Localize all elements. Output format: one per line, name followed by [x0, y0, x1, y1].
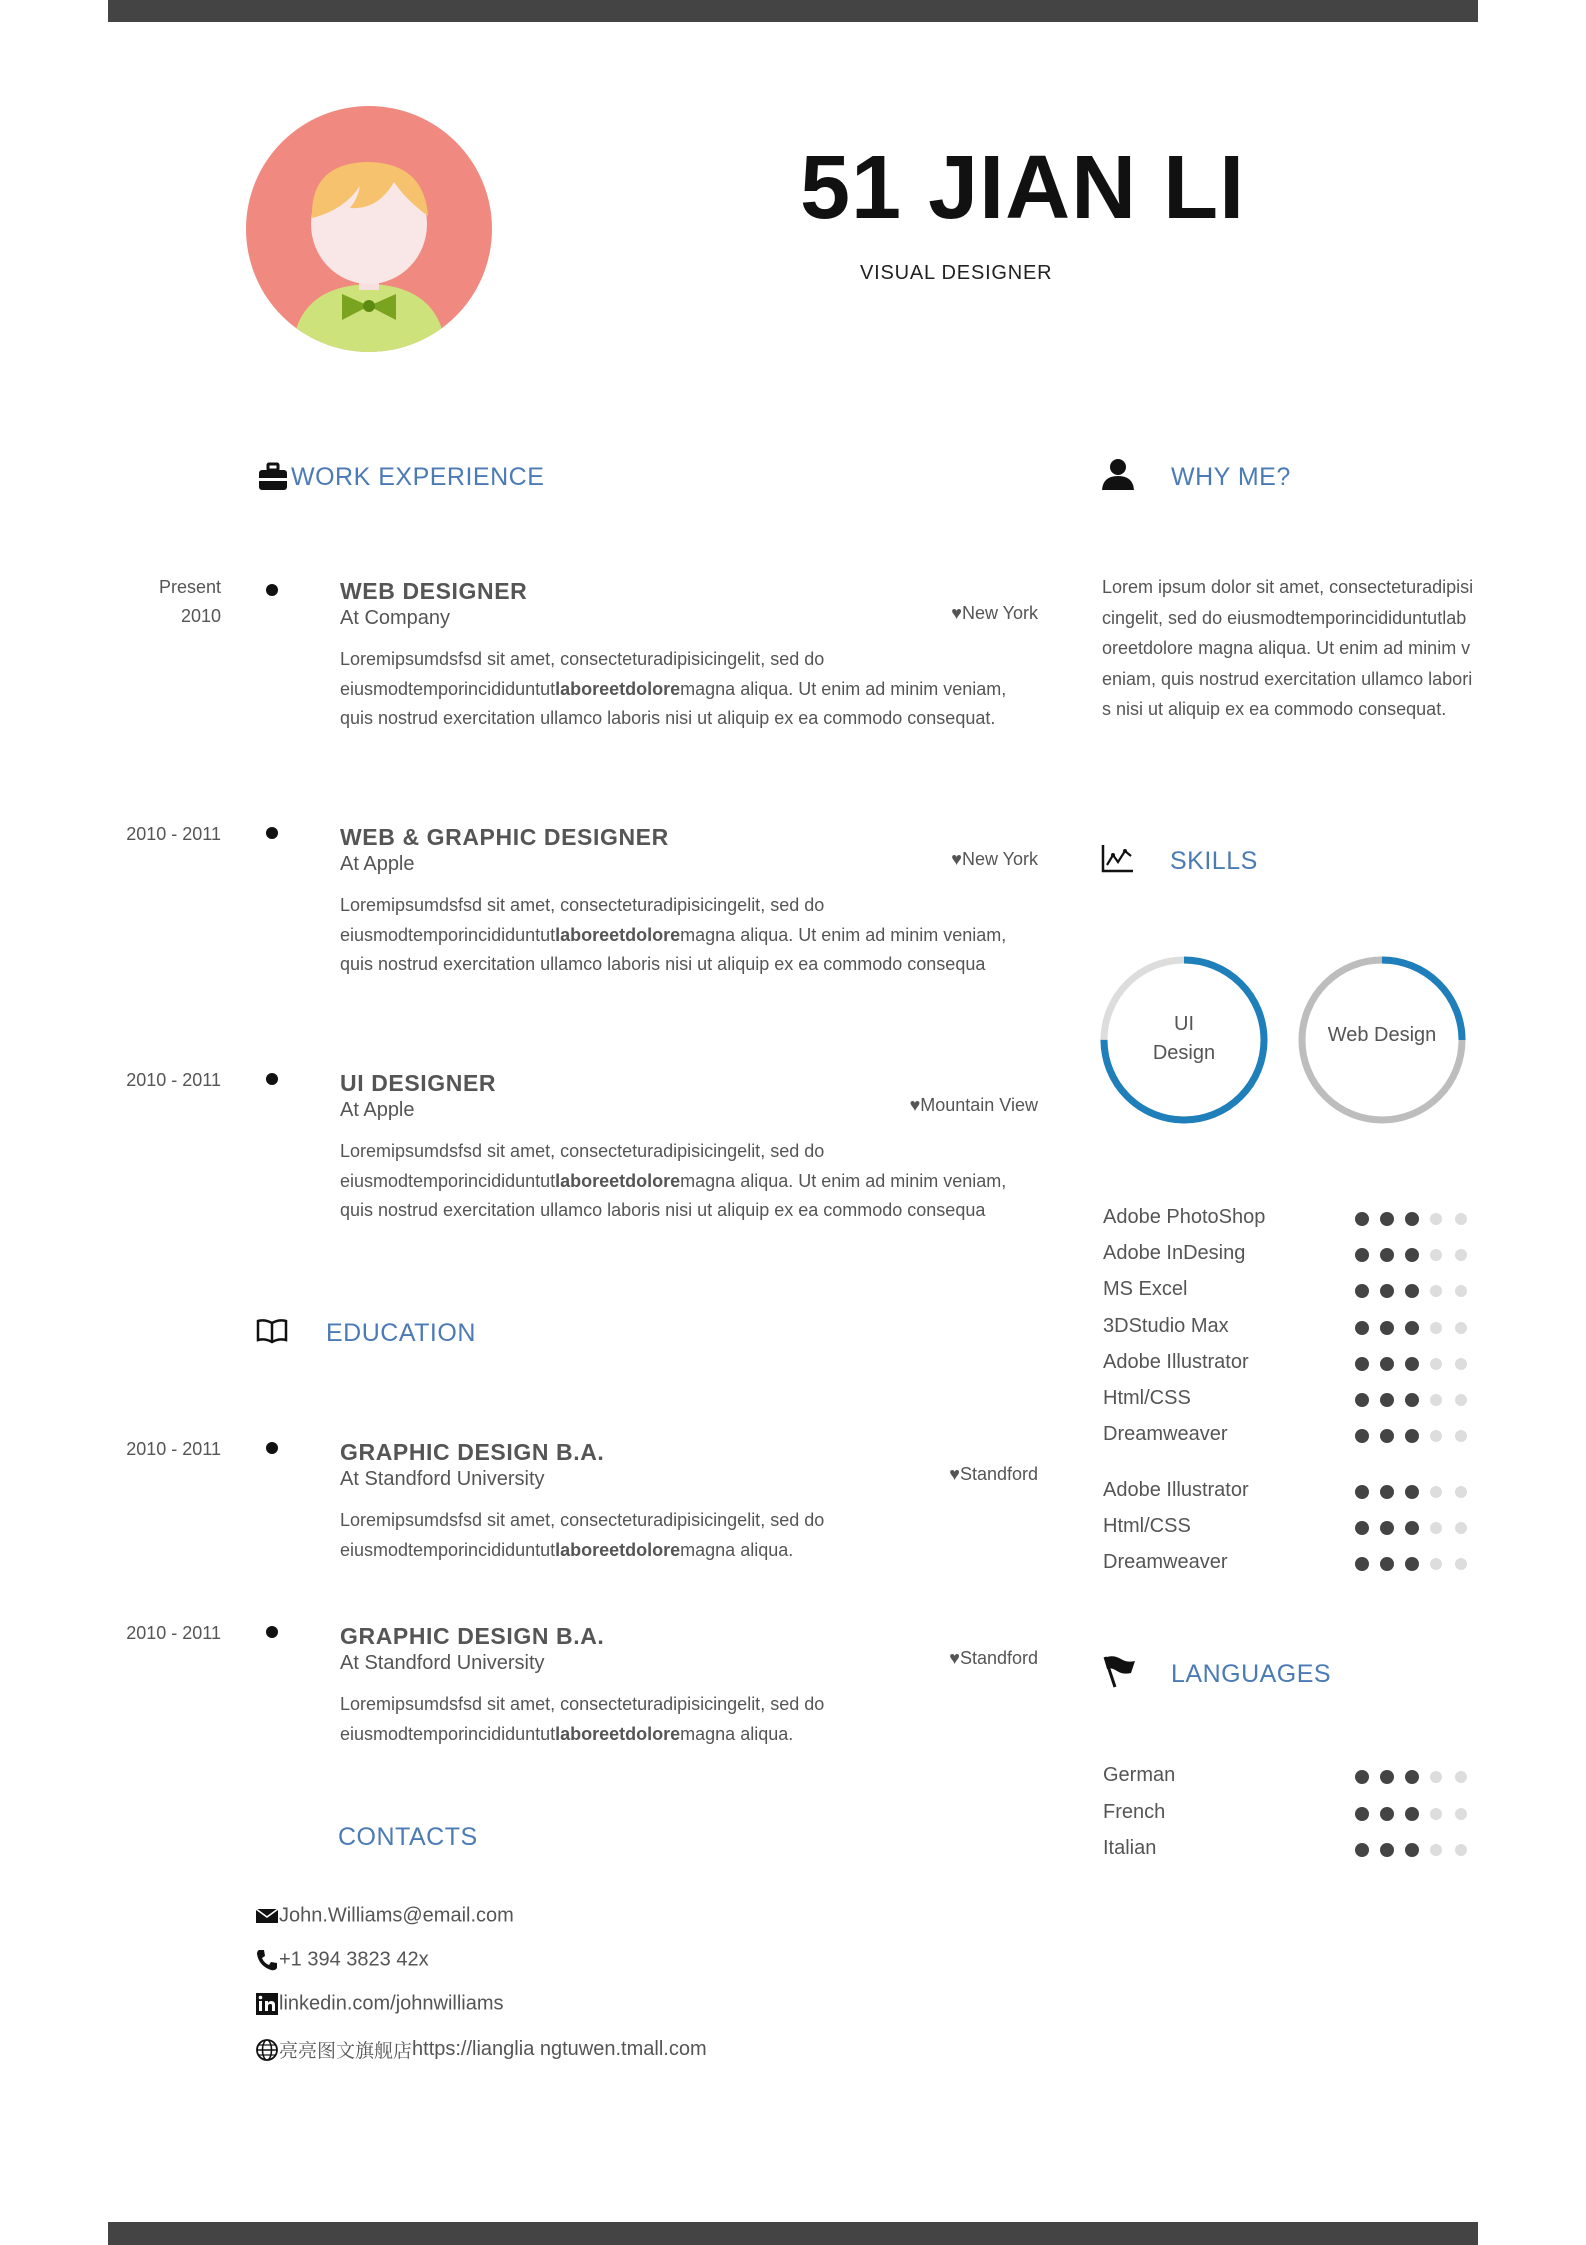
job-company: At Company [340, 607, 451, 629]
edu-title: GRAPHIC DESIGN B.A. [340, 1439, 605, 1465]
rating-dot-empty [1455, 1249, 1467, 1261]
job-company: At Apple [340, 1099, 415, 1121]
map-pin-icon: ♥ [951, 849, 962, 869]
rating-dot-filled [1380, 1843, 1394, 1857]
desc-text: magna aliqua. Ut enim ad minim veniam, quis nostrud exercitation ullamco laboris nisi ut aliquip ex ea commodo consequa [340, 924, 1007, 974]
rating-dot-filled [1355, 1807, 1369, 1821]
rating-row [1103, 1551, 1469, 1581]
job-date: 2010 - 2011 [126, 824, 221, 844]
desc-text: magna aliqua. Ut enim ad minim veniam, quis nostrud exercitation ullamco laboris nisi ut aliquip ex ea commodo consequa [340, 1170, 1007, 1220]
job-date-line1: Present [158, 577, 221, 597]
rating-dot-filled [1380, 1321, 1394, 1335]
flag-icon [1101, 1655, 1137, 1689]
contact-phone[interactable] [255, 1948, 429, 1978]
rating-dot-filled [1405, 1557, 1419, 1571]
rating-dot-empty [1455, 1771, 1467, 1783]
desc-bold: laboreetdolore [555, 1723, 681, 1744]
rating-dot-empty [1455, 1394, 1467, 1406]
rating-dots [1355, 1770, 1469, 1784]
job-title: UI DESIGNER [340, 1070, 497, 1096]
rating-row [1103, 1423, 1469, 1453]
edu-date: 2010 - 2011 [126, 1623, 221, 1643]
skill-circle-label [1098, 1010, 1270, 1068]
rating-dot-empty [1430, 1844, 1442, 1856]
job-location-text: New York [961, 849, 1038, 869]
rating-dot-filled [1355, 1557, 1369, 1571]
edu-location [918, 1648, 1038, 1669]
rating-name: Dreamweaver [1103, 1551, 1228, 1573]
rating-dots [1355, 1429, 1469, 1443]
education-heading: EDUCATION [326, 1319, 476, 1347]
rating-name: Adobe Illustrator [1103, 1351, 1249, 1373]
rating-dot-empty [1430, 1285, 1442, 1297]
rating-dot-filled [1405, 1429, 1419, 1443]
rating-name: Html/CSS [1103, 1387, 1191, 1409]
rating-dots [1355, 1393, 1469, 1407]
rating-dot-filled [1405, 1357, 1419, 1371]
rating-row [1103, 1387, 1469, 1417]
skill-circle-label-line1: UI [1174, 1013, 1194, 1035]
rating-dot-empty [1455, 1285, 1467, 1297]
work-experience-heading: WORK EXPERIENCE [291, 463, 545, 491]
map-pin-icon: ♥ [949, 1648, 960, 1668]
timeline-dot [266, 1626, 278, 1638]
rating-dot-empty [1430, 1249, 1442, 1261]
rating-dot-filled [1355, 1321, 1369, 1335]
book-icon [256, 1318, 288, 1344]
rating-dot-filled [1380, 1429, 1394, 1443]
rating-row [1103, 1764, 1469, 1794]
rating-dot-filled [1380, 1393, 1394, 1407]
rating-dot-filled [1355, 1248, 1369, 1262]
rating-dots [1355, 1357, 1469, 1371]
job-company: At Apple [340, 853, 415, 875]
rating-row [1103, 1278, 1469, 1308]
desc-text: Loremipsumdsfsd sit amet, consecteturadipisicingelit, sed do eiusmodtemporincididuntut [340, 649, 825, 699]
contact-website-url: https://lianglia ngtuwen.tmall.com [412, 2038, 707, 2060]
rating-dot-filled [1405, 1843, 1419, 1857]
timeline-dot [266, 584, 278, 596]
mail-icon [255, 1904, 279, 1928]
desc-bold: laboreetdolore [555, 1170, 681, 1191]
rating-name: Italian [1103, 1837, 1157, 1859]
rating-dot-empty [1430, 1558, 1442, 1570]
rating-dot-filled [1405, 1485, 1419, 1499]
rating-dots [1355, 1521, 1469, 1535]
rating-dot-empty [1455, 1522, 1467, 1534]
job-location-text: Mountain View [920, 1095, 1038, 1115]
desc-text: magna aliqua. [680, 1539, 794, 1560]
edu-school: At Standford University [340, 1468, 545, 1490]
rating-name: Adobe PhotoShop [1103, 1206, 1266, 1228]
languages-heading: LANGUAGES [1171, 1660, 1332, 1688]
job-location [938, 849, 1038, 870]
rating-row [1103, 1515, 1469, 1545]
rating-dot-empty [1430, 1430, 1442, 1442]
job-title: WEB & GRAPHIC DESIGNER [340, 824, 669, 850]
map-pin-icon: ♥ [909, 1095, 921, 1115]
rating-dot-filled [1380, 1212, 1394, 1226]
phone-icon [255, 1948, 279, 1972]
desc-text: Loremipsumdsfsd sit amet, consecteturadipisicingelit, sed do eiusmodtemporincididuntut [340, 1510, 825, 1560]
desc-bold: laboreetdolore [555, 678, 681, 699]
why-me-text: Lorem ipsum dolor sit amet, consecteturadipisicingelit, sed do eiusmodtemporincididuntutlaboreetdolore magna aliqua. Ut enim ad minim veniam, quis nostrud exercitation ullamco laboris nisi ut aliquip ex ea commodo consequat. [1102, 577, 1474, 719]
rating-dot-filled [1405, 1248, 1419, 1262]
job-date: 2010 - 2011 [126, 1070, 221, 1090]
rating-dot-filled [1355, 1393, 1369, 1407]
edu-location-text: Standford [959, 1648, 1038, 1668]
job-location [888, 1095, 1038, 1116]
rating-name: MS Excel [1103, 1278, 1188, 1300]
job-description [340, 645, 1040, 763]
rating-dot-empty [1455, 1844, 1467, 1856]
job-date-line2: 2010 [180, 606, 221, 626]
avatar [246, 106, 492, 352]
contact-website[interactable] [255, 2036, 707, 2066]
job-description [340, 1137, 1040, 1255]
rating-dot-filled [1355, 1770, 1369, 1784]
bottom-bar [108, 2222, 1478, 2245]
chart-icon [1101, 843, 1135, 873]
rating-dot-empty [1430, 1486, 1442, 1498]
rating-dot-filled [1355, 1485, 1369, 1499]
skills-heading: SKILLS [1170, 847, 1258, 875]
rating-dot-filled [1355, 1521, 1369, 1535]
job-description [340, 891, 1040, 1009]
rating-dot-filled [1380, 1521, 1394, 1535]
desc-text: Loremipsumdsfsd sit amet, consecteturadipisicingelit, sed do eiusmodtemporincididuntut [340, 1141, 825, 1191]
timeline-dot [266, 1073, 278, 1085]
rating-dot-empty [1430, 1213, 1442, 1225]
rating-dot-empty [1430, 1808, 1442, 1820]
rating-dot-filled [1380, 1284, 1394, 1298]
rating-dot-empty [1455, 1358, 1467, 1370]
contact-website-prefix: 亮亮图文旗舰店 [279, 2040, 413, 2062]
rating-dots [1355, 1557, 1469, 1571]
rating-dot-empty [1430, 1394, 1442, 1406]
rating-dot-filled [1355, 1357, 1369, 1371]
rating-name: Adobe Illustrator [1103, 1479, 1249, 1501]
why-me-heading: WHY ME? [1171, 463, 1291, 491]
map-pin-icon: ♥ [951, 603, 962, 623]
rating-row [1103, 1801, 1469, 1831]
contact-phone-text: +1 394 3823 42x [279, 1948, 429, 1971]
rating-dot-filled [1405, 1393, 1419, 1407]
contact-email[interactable] [255, 1904, 514, 1934]
rating-dot-empty [1455, 1213, 1467, 1225]
person-name: 51 JIAN LI [800, 138, 1246, 238]
desc-bold: laboreetdolore [555, 924, 681, 945]
rating-dot-filled [1405, 1212, 1419, 1226]
edu-title: GRAPHIC DESIGN B.A. [340, 1623, 605, 1649]
contact-linkedin-text: linkedin.com/johnwilliams [279, 1992, 504, 2015]
rating-row [1103, 1206, 1469, 1236]
desc-text: Loremipsumdsfsd sit amet, consecteturadipisicingelit, sed do eiusmodtemporincididuntut [340, 895, 825, 945]
rating-dot-empty [1430, 1322, 1442, 1334]
rating-dot-empty [1455, 1486, 1467, 1498]
rating-name: French [1103, 1801, 1166, 1823]
contacts-heading: CONTACTS [338, 1823, 478, 1851]
person-role: VISUAL DESIGNER [860, 262, 1053, 284]
timeline-dot [266, 1442, 278, 1454]
rating-name: Dreamweaver [1103, 1423, 1228, 1445]
rating-dots [1355, 1807, 1469, 1821]
rating-dot-filled [1380, 1807, 1394, 1821]
edu-date: 2010 - 2011 [126, 1439, 221, 1459]
map-pin-icon: ♥ [949, 1464, 960, 1484]
desc-text: magna aliqua. [680, 1723, 794, 1744]
rating-dots [1355, 1248, 1469, 1262]
rating-dot-filled [1355, 1843, 1369, 1857]
linkedin-icon [255, 1992, 279, 2016]
user-icon [1101, 457, 1135, 491]
rating-name: German [1103, 1764, 1176, 1786]
top-bar [108, 0, 1478, 22]
rating-dots [1355, 1284, 1469, 1298]
rating-name: Html/CSS [1103, 1515, 1191, 1537]
rating-dot-filled [1405, 1770, 1419, 1784]
rating-dot-filled [1380, 1557, 1394, 1571]
rating-dot-empty [1455, 1430, 1467, 1442]
edu-location-text: Standford [959, 1464, 1038, 1484]
skill-circle-label: Web Design [1327, 1024, 1437, 1046]
desc-text: magna aliqua. Ut enim ad minim veniam, quis nostrud exercitation ullamco laboris nisi ut aliquip ex ea commodo consequat. [340, 678, 1007, 728]
rating-row [1103, 1351, 1469, 1381]
rating-dots [1355, 1485, 1469, 1499]
skill-circle-label-line2: Design [1152, 1042, 1216, 1064]
job-date [103, 573, 221, 631]
edu-location [918, 1464, 1038, 1485]
rating-dot-filled [1355, 1429, 1369, 1443]
edu-description [340, 1690, 1040, 1750]
rating-dots [1355, 1321, 1469, 1335]
rating-dot-filled [1355, 1284, 1369, 1298]
job-location-text: New York [961, 603, 1038, 623]
rating-dot-filled [1380, 1770, 1394, 1784]
rating-row [1103, 1242, 1469, 1272]
rating-dots [1355, 1843, 1469, 1857]
rating-dot-filled [1405, 1807, 1419, 1821]
desc-bold: laboreetdolore [555, 1539, 681, 1560]
rating-dot-filled [1355, 1212, 1369, 1226]
rating-row [1103, 1479, 1469, 1509]
rating-dot-filled [1380, 1248, 1394, 1262]
rating-dot-filled [1405, 1321, 1419, 1335]
rating-name: 3DStudio Max [1103, 1315, 1229, 1337]
rating-dot-empty [1455, 1808, 1467, 1820]
rating-dot-empty [1455, 1558, 1467, 1570]
rating-dot-empty [1430, 1358, 1442, 1370]
rating-dot-empty [1455, 1322, 1467, 1334]
rating-dot-empty [1430, 1522, 1442, 1534]
globe-icon [255, 2038, 279, 2062]
rating-name: Adobe InDesing [1103, 1242, 1246, 1264]
rating-dot-filled [1405, 1284, 1419, 1298]
edu-description [340, 1506, 1040, 1566]
contact-linkedin[interactable] [255, 1992, 504, 2022]
rating-row [1103, 1315, 1469, 1345]
briefcase-icon [258, 462, 288, 492]
timeline-dot [266, 827, 278, 839]
rating-row [1103, 1837, 1469, 1867]
rating-dot-filled [1405, 1521, 1419, 1535]
edu-school: At Standford University [340, 1652, 545, 1674]
job-title: WEB DESIGNER [340, 578, 528, 604]
job-location [938, 603, 1038, 624]
rating-dot-filled [1380, 1357, 1394, 1371]
contact-email-text: John.Williams@email.com [279, 1904, 514, 1927]
desc-text: Loremipsumdsfsd sit amet, consecteturadipisicingelit, sed do eiusmodtemporincididuntut [340, 1694, 825, 1744]
rating-dots [1355, 1212, 1469, 1226]
rating-dot-empty [1430, 1771, 1442, 1783]
rating-dot-filled [1380, 1485, 1394, 1499]
